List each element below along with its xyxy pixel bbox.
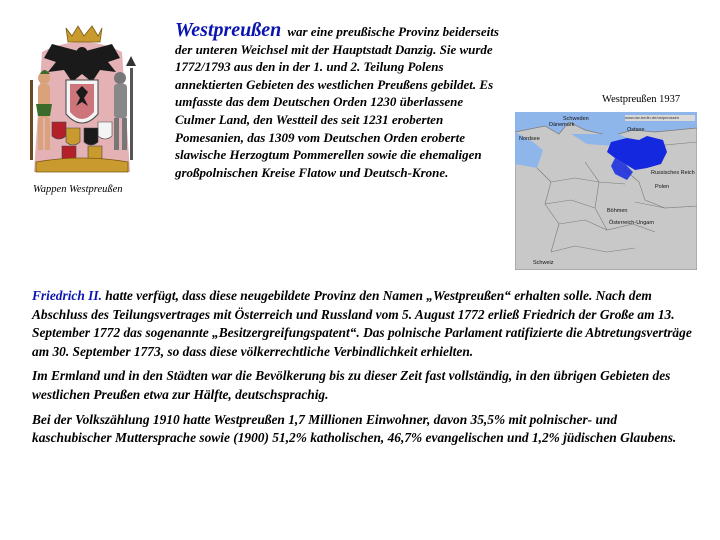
intro-paragraph [175, 19, 505, 181]
map-label-daenemark: Dänemark [549, 122, 575, 128]
map-url-label: www.dw-berlin.de/ostpreussen [625, 115, 695, 121]
paragraph-1-text: hatte verfügt, dass diese neugebildete Provinz den Namen „Westpreußen“ erhalten solle. Nach dem Abschluss des Teilungsvertrages mit Österreich und Russland vom 5. August 1772 erließ Friedrich der Große am 13. September 1772 das sogenannte „Besitzergreifungspatent“. Das polnische Parlament ratifizierte die Abtretungsverträge am 30. September 1773, so dass diese völkerrechtliche Verbindlichkeit erhielten. [32, 288, 692, 359]
map-label-oesterreich-ungarn: Österreich-Ungarn [609, 220, 655, 226]
map-label-schweiz: Schweiz [533, 260, 554, 266]
map-label-schweden: Schweden [563, 116, 589, 122]
paragraph-3: Bei der Volkszählung 1910 hatte Westpreußen 1,7 Millionen Einwohner, davon 35,5% mit polnischer- und kaschubischer Muttersprache sowie (1900) 51,2% katholischen, 46,7% evangelischen und 1,2% jüdischen Glaubens. [32, 411, 677, 446]
friedrich-link[interactable]: Friedrich II. [32, 288, 102, 303]
map-label-boehmen: Böhmen [607, 208, 628, 214]
coat-of-arms-caption: Wappen Westpreußen [33, 184, 123, 195]
paragraph-1 [32, 287, 698, 361]
body-text [32, 287, 698, 454]
map-label-polen: Polen [655, 184, 670, 190]
intro-text: war eine preußische Provinz beiderseits der unteren Weichsel mit der Hauptstadt Danzig. Sie wurde 1772/1793 aus den in der 1. und 2. Teilung Polens annektierten Gebieten des westlichen Preußens gebildet. Es umfasste das dem Deutschen Orden 1230 überlassene Culmer Land, den Westteil des seit 1231 eroberten Pomesanien, das 1309 vom Deutschen Orden eroberte slawische Herzogtum Pommerellen sowie die ehemaligen großpolnischen Kreise Flatow und Deutsch-Krone. [175, 24, 499, 180]
map-label-nordsee: Nordsee [519, 136, 540, 142]
map-label-ostsee: Ostsee [627, 127, 645, 133]
coat-of-arms-image [22, 22, 142, 182]
map-image [515, 112, 697, 270]
paragraph-2: Im Ermland und in den Städten war die Bevölkerung bis zu dieser Zeit fast vollständig, in den übrigen Gebieten des westlichen Preußen etwa zur Hälfte, deutschsprachig. [32, 368, 671, 402]
map-caption: Westpreußen 1937 [602, 94, 681, 105]
page-title: Westpreußen [175, 19, 282, 41]
map-label-russisches-reich: Russisches Reich [651, 170, 695, 176]
